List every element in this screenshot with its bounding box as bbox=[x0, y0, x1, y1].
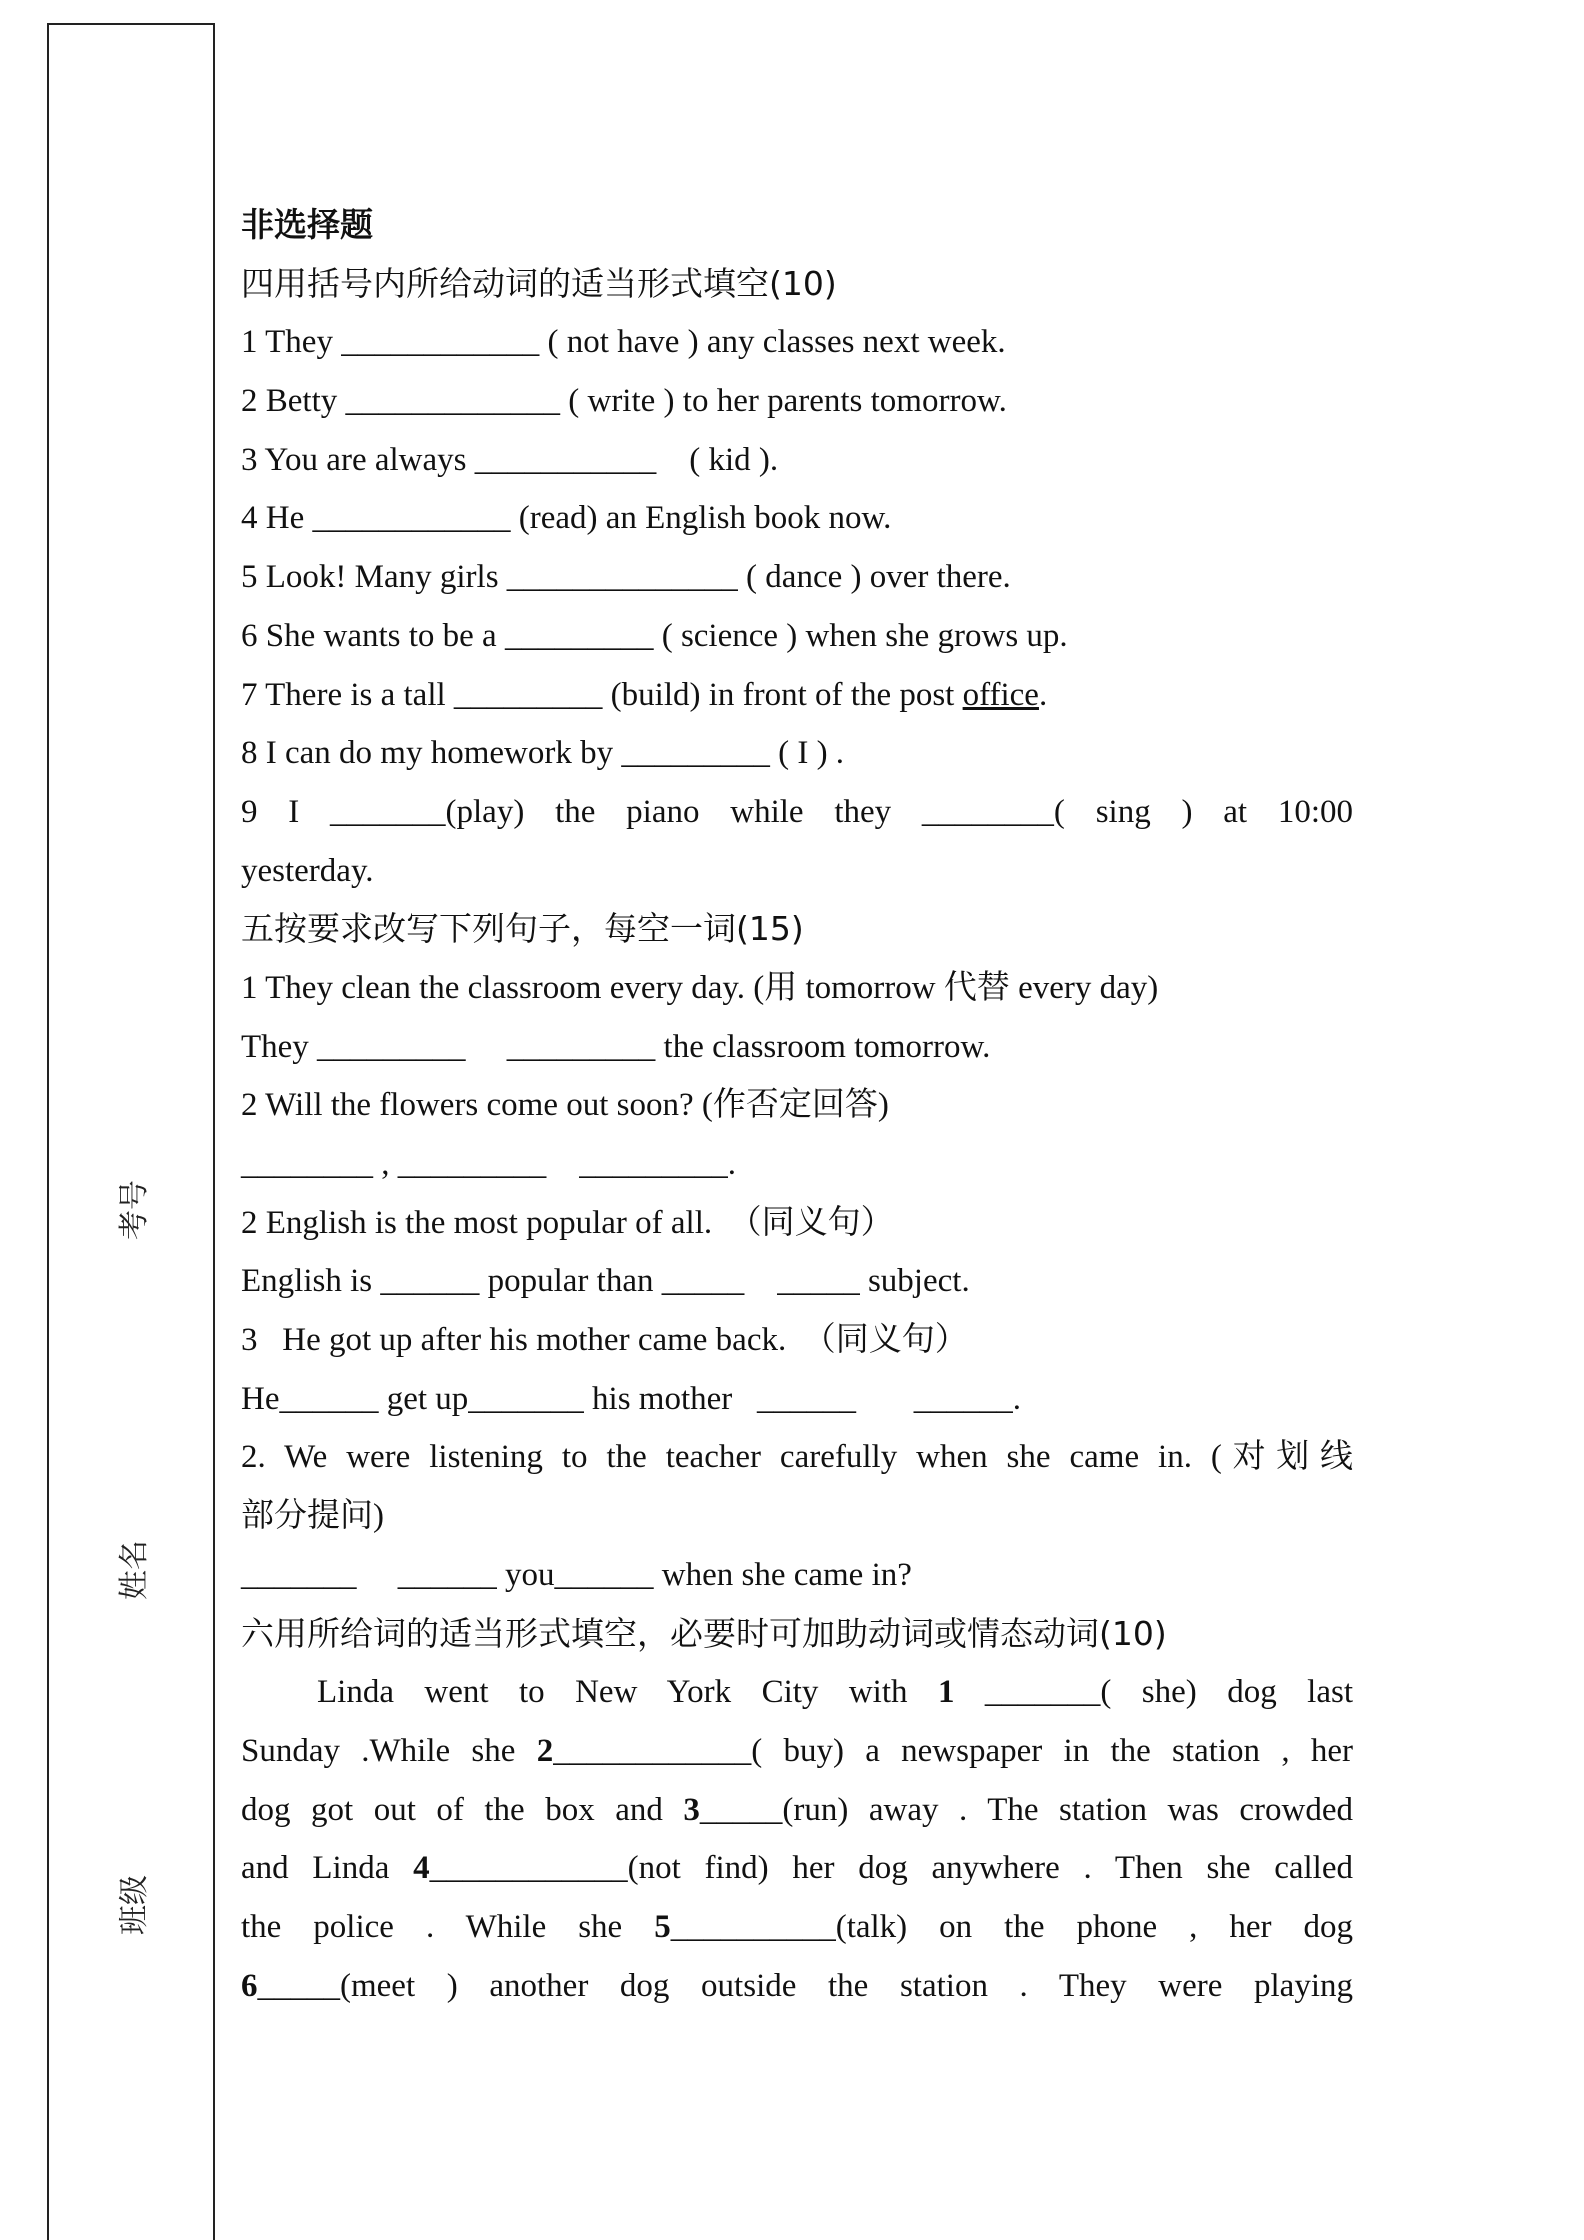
question-line: 部分提问) bbox=[241, 1498, 384, 1535]
blank-number: 5 bbox=[654, 1908, 671, 1945]
passage-text: _______( she) dog last bbox=[954, 1674, 1353, 1711]
question-text: 7 There is a tall _________ (build) in front of the post bbox=[241, 676, 963, 713]
question-line: 2 Will the flowers come out soon? (作否定回答) bbox=[241, 1087, 889, 1124]
question-line: 4 He ____________ (read) an English book now. bbox=[241, 500, 892, 537]
question-line: 2. We were listening to the teacher carefully when she came in. (对划线 bbox=[241, 1439, 1353, 1476]
passage-text: Linda went to New York City with bbox=[317, 1674, 938, 1711]
question-line: 3 He got up after his mother came back. （同义句） bbox=[241, 1322, 968, 1359]
passage-line bbox=[241, 1722, 1353, 1781]
blank-number: 4 bbox=[413, 1850, 430, 1887]
question-line: 1 They ____________ ( not have ) any classes next week. bbox=[241, 324, 1006, 361]
binding-margin bbox=[47, 23, 215, 2240]
question-line: 5 Look! Many girls ______________ ( dance ) over there. bbox=[241, 559, 1011, 596]
exam-number-label: 考号 bbox=[117, 1180, 152, 1240]
question-line: He______ get up_______ his mother ______ ______. bbox=[241, 1380, 1022, 1417]
class-label: 班级 bbox=[117, 1875, 152, 1935]
passage-line bbox=[241, 1839, 1353, 1898]
section-5-heading: 五按要求改写下列句子，每空一词(15) bbox=[241, 909, 804, 949]
section-4-heading: 四用括号内所给动词的适当形式填空(10) bbox=[241, 263, 837, 303]
passage-text: and Linda bbox=[241, 1850, 414, 1887]
passage-text: __________(talk) on the phone , her dog bbox=[670, 1908, 1353, 1945]
question-line: 2 English is the most popular of all. （同义句） bbox=[241, 1204, 894, 1241]
passage-text: dog got out of the box and bbox=[241, 1791, 684, 1828]
page-title: 非选择题 bbox=[241, 205, 373, 244]
passage-line bbox=[241, 1663, 1353, 1722]
question-line: English is ______ popular than _____ _____ subject. bbox=[241, 1263, 970, 1300]
blank-number: 1 bbox=[937, 1674, 955, 1711]
question-end: . bbox=[1038, 676, 1048, 713]
passage-text: _____(meet ) another dog outside the station . They were playing bbox=[257, 1967, 1353, 2004]
blank-number: 6 bbox=[241, 1967, 258, 2004]
name-label: 姓名 bbox=[117, 1540, 152, 1600]
question-line: 8 I can do my homework by _________ ( I ) . bbox=[241, 735, 845, 772]
blank-number: 2 bbox=[536, 1732, 554, 1769]
question-line: yesterday. bbox=[241, 852, 374, 889]
exam-content bbox=[241, 196, 1353, 2015]
question-line: _______ ______ you______ when she came in? bbox=[241, 1556, 912, 1593]
blank-number: 3 bbox=[683, 1791, 700, 1828]
passage-line bbox=[241, 1781, 1353, 1840]
passage-text: ____________(not find) her dog anywhere . Then she called bbox=[429, 1850, 1353, 1887]
passage-text: _____(run) away . The station was crowded bbox=[699, 1791, 1354, 1828]
question-line: 1 They clean the classroom every day. (用 tomorrow 代替 every day) bbox=[241, 969, 1159, 1006]
passage-text: Sunday .While she bbox=[241, 1732, 537, 1769]
passage-line bbox=[241, 1957, 1353, 2016]
answer-blanks: ________ , _________ _________. bbox=[241, 1146, 736, 1182]
question-line: 9 I _______(play) the piano while they ________( sing ) at 10:00 bbox=[241, 793, 1353, 830]
question-line: 6 She wants to be a _________ ( science ) when she grows up. bbox=[241, 617, 1068, 654]
question-line: 2 Betty _____________ ( write ) to her parents tomorrow. bbox=[241, 383, 1007, 420]
question-line bbox=[241, 666, 1353, 725]
underlined-word: office bbox=[962, 676, 1039, 713]
passage-text: ____________( buy) a newspaper in the station , her bbox=[553, 1732, 1353, 1769]
passage-text: the police . While she bbox=[241, 1908, 655, 1945]
question-line: 3 You are always ___________ ( kid ). bbox=[241, 441, 779, 478]
question-line: They _________ _________ the classroom tomorrow. bbox=[241, 1028, 991, 1065]
passage-line bbox=[241, 1898, 1353, 1957]
section-6-heading: 六用所给词的适当形式填空，必要时可加助动词或情态动词(10) bbox=[241, 1613, 1167, 1653]
